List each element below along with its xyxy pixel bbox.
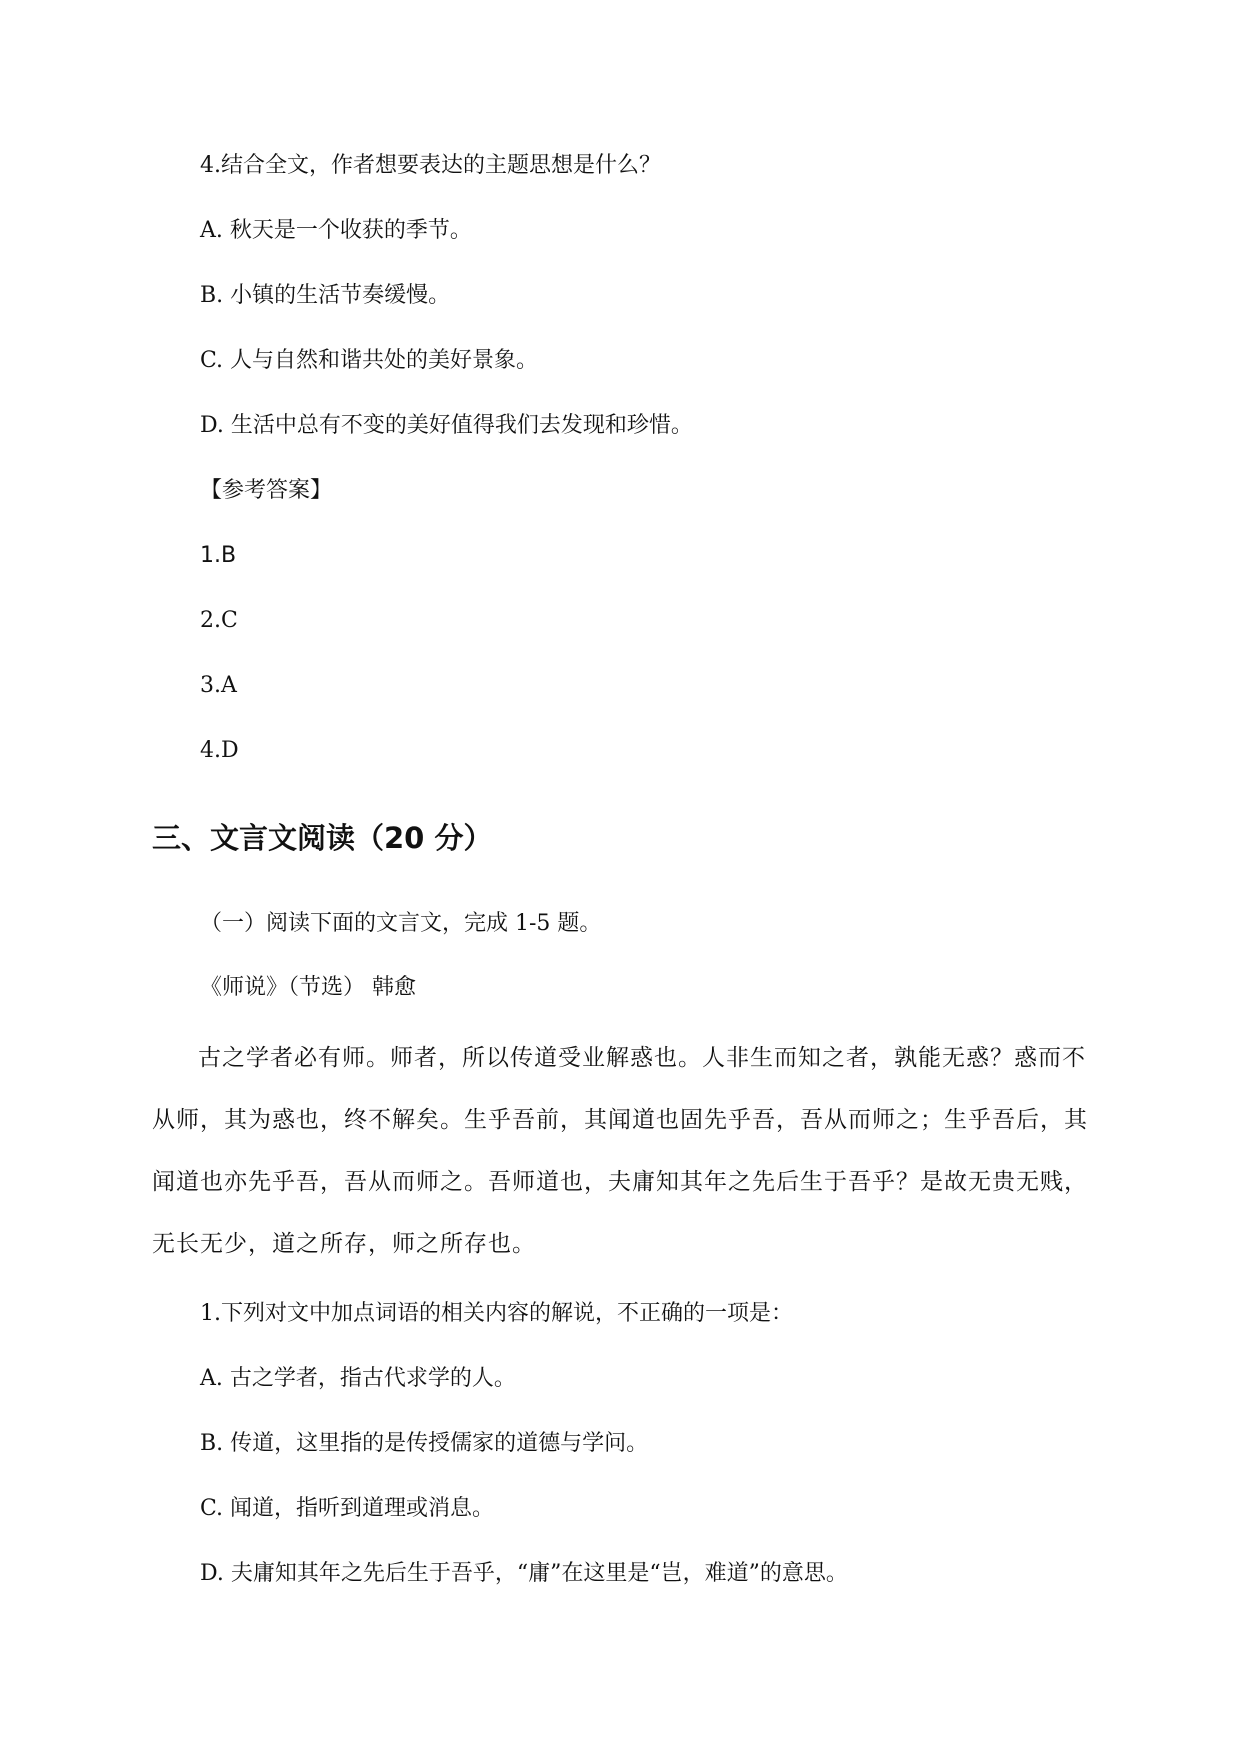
passage-source: 《师说》（节选） 韩愈: [200, 975, 416, 1000]
question-1-option-d: D. 夫庸知其年之先后生于吾乎，“庸”在这里是“岂，难道”的意思。: [200, 1561, 848, 1586]
answer-header: 【参考答案】: [200, 478, 333, 503]
classical-passage: 古之学者必有师。师者，所以传道受业解惑也。人非生而知之者，孰能无惑？惑而不从师，其为惑也，终不解矣。生乎吾前，其闻道也固先乎吾，吾从而师之；生乎吾后，其闻道也亦先乎吾，吾从而师之。吾师道也，夫庸知其年之先后生于吾乎？是故无贵无贱，无长无少，道之所存，师之所存也。: [152, 1045, 1088, 1257]
question-1-stem: 1.下列对文中加点词语的相关内容的解说，不正确的一项是：: [200, 1301, 793, 1326]
answer-1: 1.B: [200, 543, 237, 568]
section-heading: 三、文言文阅读（20 分）: [152, 821, 493, 855]
reading-instruction: （一）阅读下面的文言文，完成 1-5 题。: [200, 911, 602, 936]
answer-2: 2.C: [200, 608, 238, 633]
question-1-option-c: C. 闻道，指听到道理或消息。: [200, 1496, 495, 1521]
question-4-option-d: D. 生活中总有不变的美好值得我们去发现和珍惜。: [200, 413, 693, 438]
answer-3: 3.A: [200, 673, 237, 698]
question-4-option-a: A. 秋天是一个收获的季节。: [200, 218, 472, 243]
question-4-stem: 4.结合全文，作者想要表达的主题思想是什么？: [200, 153, 661, 178]
question-1-option-b: B. 传道，这里指的是传授儒家的道德与学问。: [200, 1431, 649, 1456]
question-4-option-b: B. 小镇的生活节奏缓慢。: [200, 283, 451, 308]
answer-4: 4.D: [200, 738, 239, 763]
question-1-option-a: A. 古之学者，指古代求学的人。: [200, 1366, 516, 1391]
question-4-option-c: C. 人与自然和谐共处的美好景象。: [200, 348, 539, 373]
